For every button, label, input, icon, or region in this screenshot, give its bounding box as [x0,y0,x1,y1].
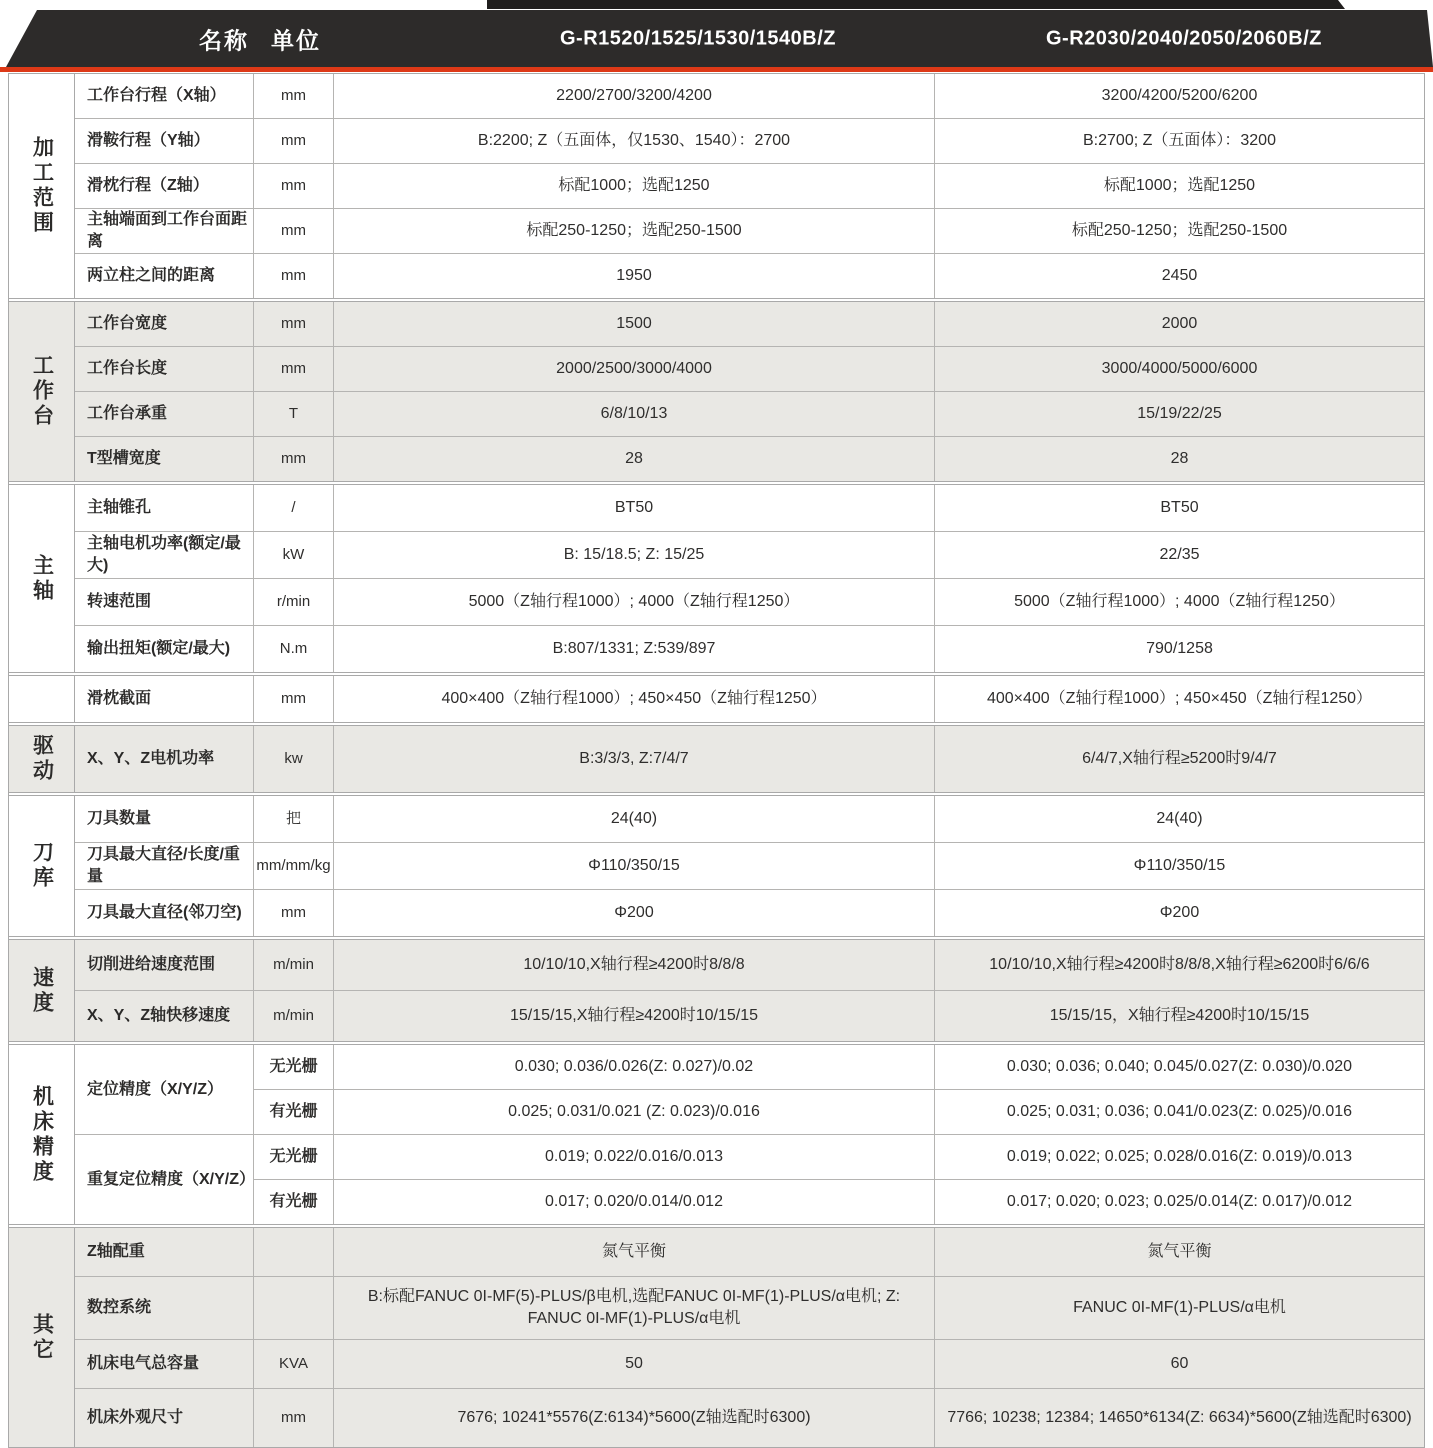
spec-value-model1: 0.019; 0.022/0.016/0.013 [334,1135,935,1179]
spec-value-model1: B: 15/18.5; Z: 15/25 [334,532,935,578]
header-col-model2: G-R2030/2040/2050/2060B/Z [1045,27,1323,50]
spec-name: 切削进给速度范围 [75,940,254,990]
spec-name: 机床电气总容量 [75,1340,254,1388]
spec-group-spindle [9,484,1424,673]
group-rows [75,796,1424,936]
group-label: 刀库 [30,841,54,891]
spec-value-model2: 400×400（Z轴行程1000）; 450×450（Z轴行程1250） [986,690,1373,708]
spec-value-model2: 60 [1170,1355,1189,1373]
spec-name: Z轴配重 [75,1228,254,1276]
spec-condition: 有光栅 [254,1180,334,1224]
spec-table [8,73,1425,1448]
spec-unit: kW [254,532,334,578]
spec-row [75,208,1424,253]
group-label: 驱动 [30,734,54,784]
spec-value-model1: Φ110/350/15 [334,843,935,889]
spec-value-model2: 0.030; 0.036; 0.040; 0.045/0.027(Z: 0.030)/0.020 [1006,1058,1353,1076]
spec-value-model1: 1950 [334,254,935,298]
group-label-cell [9,676,75,722]
spec-name: 数控系统 [75,1277,254,1339]
spec-row [75,726,1424,792]
spec-value-model2: 6/4/7,X轴行程≥5200时9/4/7 [1082,750,1277,768]
group-label-cell [9,74,75,298]
spec-name: T型槽宽度 [75,437,254,481]
spec-value-model2: 0.019; 0.022; 0.025; 0.028/0.016(Z: 0.019)/0.013 [1006,1148,1353,1166]
spec-unit: mm [254,209,334,253]
spec-value-model2: FANUC 0I-MF(1)-PLUS/α电机 [1073,1299,1286,1317]
group-label-cell [9,940,75,1041]
spec-group-tool-magazine [9,795,1424,937]
spec-subgroup [75,1134,1424,1224]
spec-value-model1: 标配250-1250；选配250-1500 [334,209,935,253]
spec-value-model1: 2000/2500/3000/4000 [334,347,935,391]
spec-group-machining-range [9,73,1424,299]
group-label-cell [9,485,75,672]
spec-row [254,1179,1424,1224]
subgroup-rows [254,1135,1424,1224]
spec-value-model2: 24(40) [1156,810,1203,828]
spec-value-model1: 50 [334,1340,935,1388]
spec-row [75,346,1424,391]
spec-row [75,74,1424,118]
spec-value-model1: BT50 [334,485,935,531]
spec-name: 刀具最大直径(邻刀空) [75,890,254,936]
spec-value-model1: B:807/1331; Z:539/897 [334,626,935,672]
spec-value-model1: 0.025; 0.031/0.021 (Z: 0.023)/0.016 [334,1090,935,1134]
group-label-cell [9,1228,75,1447]
spec-row [254,1089,1424,1134]
group-label: 机床精度 [30,1084,54,1185]
group-label: 主轴 [30,553,54,604]
group-rows [75,302,1424,481]
spec-unit: m/min [254,940,334,990]
spec-condition: 无光栅 [254,1135,334,1179]
spec-subgroup [75,1045,1424,1134]
spec-name: X、Y、Z轴快移速度 [75,991,254,1041]
spec-value-model1: 0.030; 0.036/0.026(Z: 0.027)/0.02 [334,1045,935,1089]
spec-unit: mm [254,347,334,391]
spec-name: 工作台行程（X轴） [75,74,254,118]
spec-unit: kw [254,726,334,792]
spec-row [75,1228,1424,1276]
spec-value-model1: 0.017; 0.020/0.014/0.012 [334,1180,935,1224]
spec-row [254,1045,1424,1089]
group-rows [75,485,1424,672]
spec-row [75,391,1424,436]
spec-value-model1: 6/8/10/13 [334,392,935,436]
spec-value-model2: 2000 [1161,315,1198,333]
group-label-cell [9,796,75,936]
spec-value-model2: 0.025; 0.031; 0.036; 0.041/0.023(Z: 0.025)/0.016 [1006,1103,1353,1121]
spec-row [75,253,1424,298]
spec-unit: r/min [254,579,334,625]
spec-unit: mm [254,890,334,936]
spec-name: 定位精度（X/Y/Z） [75,1045,254,1134]
group-rows [75,74,1424,298]
group-rows [75,940,1424,1041]
spec-name: 工作台承重 [75,392,254,436]
spec-unit: 把 [254,796,334,842]
spec-name: 输出扭矩(额定/最大) [75,626,254,672]
spec-row [75,889,1424,936]
spec-unit: T [254,392,334,436]
spec-group-ram-section [9,675,1424,723]
spec-value-model2: B:2700; Z（五面体）：3200 [1083,132,1276,150]
spec-unit [254,1277,334,1339]
spec-value-model2: 10/10/10,X轴行程≥4200时8/8/8,X轴行程≥6200时6/6/6 [989,956,1370,974]
spec-group-machine-accuracy [9,1044,1424,1225]
spec-row [75,436,1424,481]
spec-row [75,1276,1424,1339]
spec-name: 工作台长度 [75,347,254,391]
spec-name: 主轴端面到工作台面距离 [75,209,254,253]
spec-value-model1: B:2200; Z（五面体，仅1530、1540）：2700 [334,119,935,163]
spec-row [75,531,1424,578]
spec-value-model2: 氮气平衡 [1147,1243,1212,1261]
spec-value-model2: BT50 [1160,499,1199,517]
spec-value-model1: 28 [334,437,935,481]
spec-row [75,940,1424,990]
spec-name: 刀具数量 [75,796,254,842]
spec-name: 机床外观尺寸 [75,1389,254,1447]
spec-row [75,796,1424,842]
spec-group-worktable [9,301,1424,482]
spec-value-model2: 2450 [1161,267,1198,285]
spec-unit: mm [254,119,334,163]
group-label: 速度 [30,965,54,1016]
spec-unit: N.m [254,626,334,672]
spec-row [75,485,1424,531]
spec-value-model2: 22/35 [1159,546,1200,564]
spec-value-model1: B:标配FANUC 0I-MF(5)-PLUS/β电机,选配FANUC 0I-MF(1)-PLUS/α电机; Z: FANUC 0I-MF(1)-PLUS/α电机 [334,1277,935,1339]
spec-row [75,990,1424,1041]
group-rows [75,726,1424,792]
top-black-bar [487,0,1345,9]
spec-name: X、Y、Z电机功率 [75,726,254,792]
spec-name: 转速范围 [75,579,254,625]
spec-value-model2: 标配250-1250；选配250-1500 [1071,222,1288,240]
spec-value-model1: 7676; 10241*5576(Z:6134)*5600(Z轴选配时6300) [334,1389,935,1447]
spec-row [75,842,1424,889]
group-label-cell [9,1045,75,1224]
spec-condition: 无光栅 [254,1045,334,1089]
spec-value-model1: 标配1000；选配1250 [334,164,935,208]
spec-value-model2: 7766; 10238; 12384; 14650*6134(Z: 6634)*5600(Z轴选配时6300) [947,1409,1412,1427]
red-accent-line [0,67,1433,72]
spec-value-model1: Φ200 [334,890,935,936]
spec-name: 滑鞍行程（Y轴） [75,119,254,163]
spec-group-drive [9,725,1424,793]
subgroup-rows [254,1045,1424,1134]
spec-value-model1: 氮气平衡 [334,1228,935,1276]
spec-value-model1: 2200/2700/3200/4200 [334,74,935,118]
spec-value-model2: 15/19/22/25 [1137,405,1222,423]
group-rows [75,1228,1424,1447]
spec-value-model1: 400×400（Z轴行程1000）; 450×450（Z轴行程1250） [334,676,935,722]
spec-value-model2: 790/1258 [1146,640,1213,658]
spec-unit: mm [254,676,334,722]
spec-name: 滑枕行程（Z轴） [75,164,254,208]
header-col-model1: G-R1520/1525/1530/1540B/Z [559,27,837,50]
spec-group-others [9,1227,1424,1448]
spec-row [75,302,1424,346]
spec-value-model1: 24(40) [334,796,935,842]
spec-value-model1: B:3/3/3, Z:7/4/7 [334,726,935,792]
spec-name: 重复定位精度（X/Y/Z） [75,1135,254,1224]
spec-group-speed [9,939,1424,1042]
spec-value-model1: 10/10/10,X轴行程≥4200时8/8/8 [334,940,935,990]
group-label: 其它 [30,1312,54,1363]
spec-row [75,118,1424,163]
spec-unit: mm [254,254,334,298]
header-col-unit: 单位 [271,27,321,54]
group-rows [75,1045,1424,1224]
spec-name: 工作台宽度 [75,302,254,346]
spec-value-model1: 15/15/15,X轴行程≥4200时10/15/15 [334,991,935,1041]
spec-unit: mm [254,437,334,481]
spec-row [75,676,1424,722]
spec-value-model2: 15/15/15，X轴行程≥4200时10/15/15 [1049,1007,1310,1025]
spec-value-model2: 3200/4200/5200/6200 [1101,87,1258,105]
spec-unit: mm [254,1389,334,1447]
spec-unit: mm [254,74,334,118]
spec-row [75,625,1424,672]
spec-name: 主轴锥孔 [75,485,254,531]
spec-unit: mm [254,164,334,208]
spec-value-model1: 5000（Z轴行程1000）; 4000（Z轴行程1250） [334,579,935,625]
spec-name: 滑枕截面 [75,676,254,722]
spec-row [75,1339,1424,1388]
spec-unit: m/min [254,991,334,1041]
group-label-cell [9,302,75,481]
spec-value-model2: Φ110/350/15 [1133,857,1226,875]
spec-name: 两立柱之间的距离 [75,254,254,298]
spec-value-model2: 28 [1170,450,1189,468]
spec-value-model2: Φ200 [1159,904,1200,922]
spec-row [75,578,1424,625]
group-label: 加工范围 [30,136,54,236]
spec-row [75,163,1424,208]
spec-unit: mm/mm/kg [254,843,334,889]
spec-condition: 有光栅 [254,1090,334,1134]
spec-row [75,1388,1424,1447]
spec-value-model2: 3000/4000/5000/6000 [1101,360,1258,378]
spec-value-model2: 5000（Z轴行程1000）; 4000（Z轴行程1250） [1014,593,1345,611]
header-col-name: 名称 [199,27,249,54]
spec-name: 刀具最大直径/长度/重量 [75,843,254,889]
spec-row [254,1135,1424,1179]
group-rows [75,676,1424,722]
spec-unit: / [254,485,334,531]
spec-name: 主轴电机功率(额定/最大) [75,532,254,578]
spec-unit: KVA [254,1340,334,1388]
spec-value-model2: 0.017; 0.020; 0.023; 0.025/0.014(Z: 0.017)/0.012 [1006,1193,1353,1211]
spec-unit: mm [254,302,334,346]
group-label-cell [9,726,75,792]
spec-value-model1: 1500 [334,302,935,346]
group-label: 工作台 [30,354,54,429]
spec-value-model2: 标配1000；选配1250 [1103,177,1256,195]
spec-unit [254,1228,334,1276]
